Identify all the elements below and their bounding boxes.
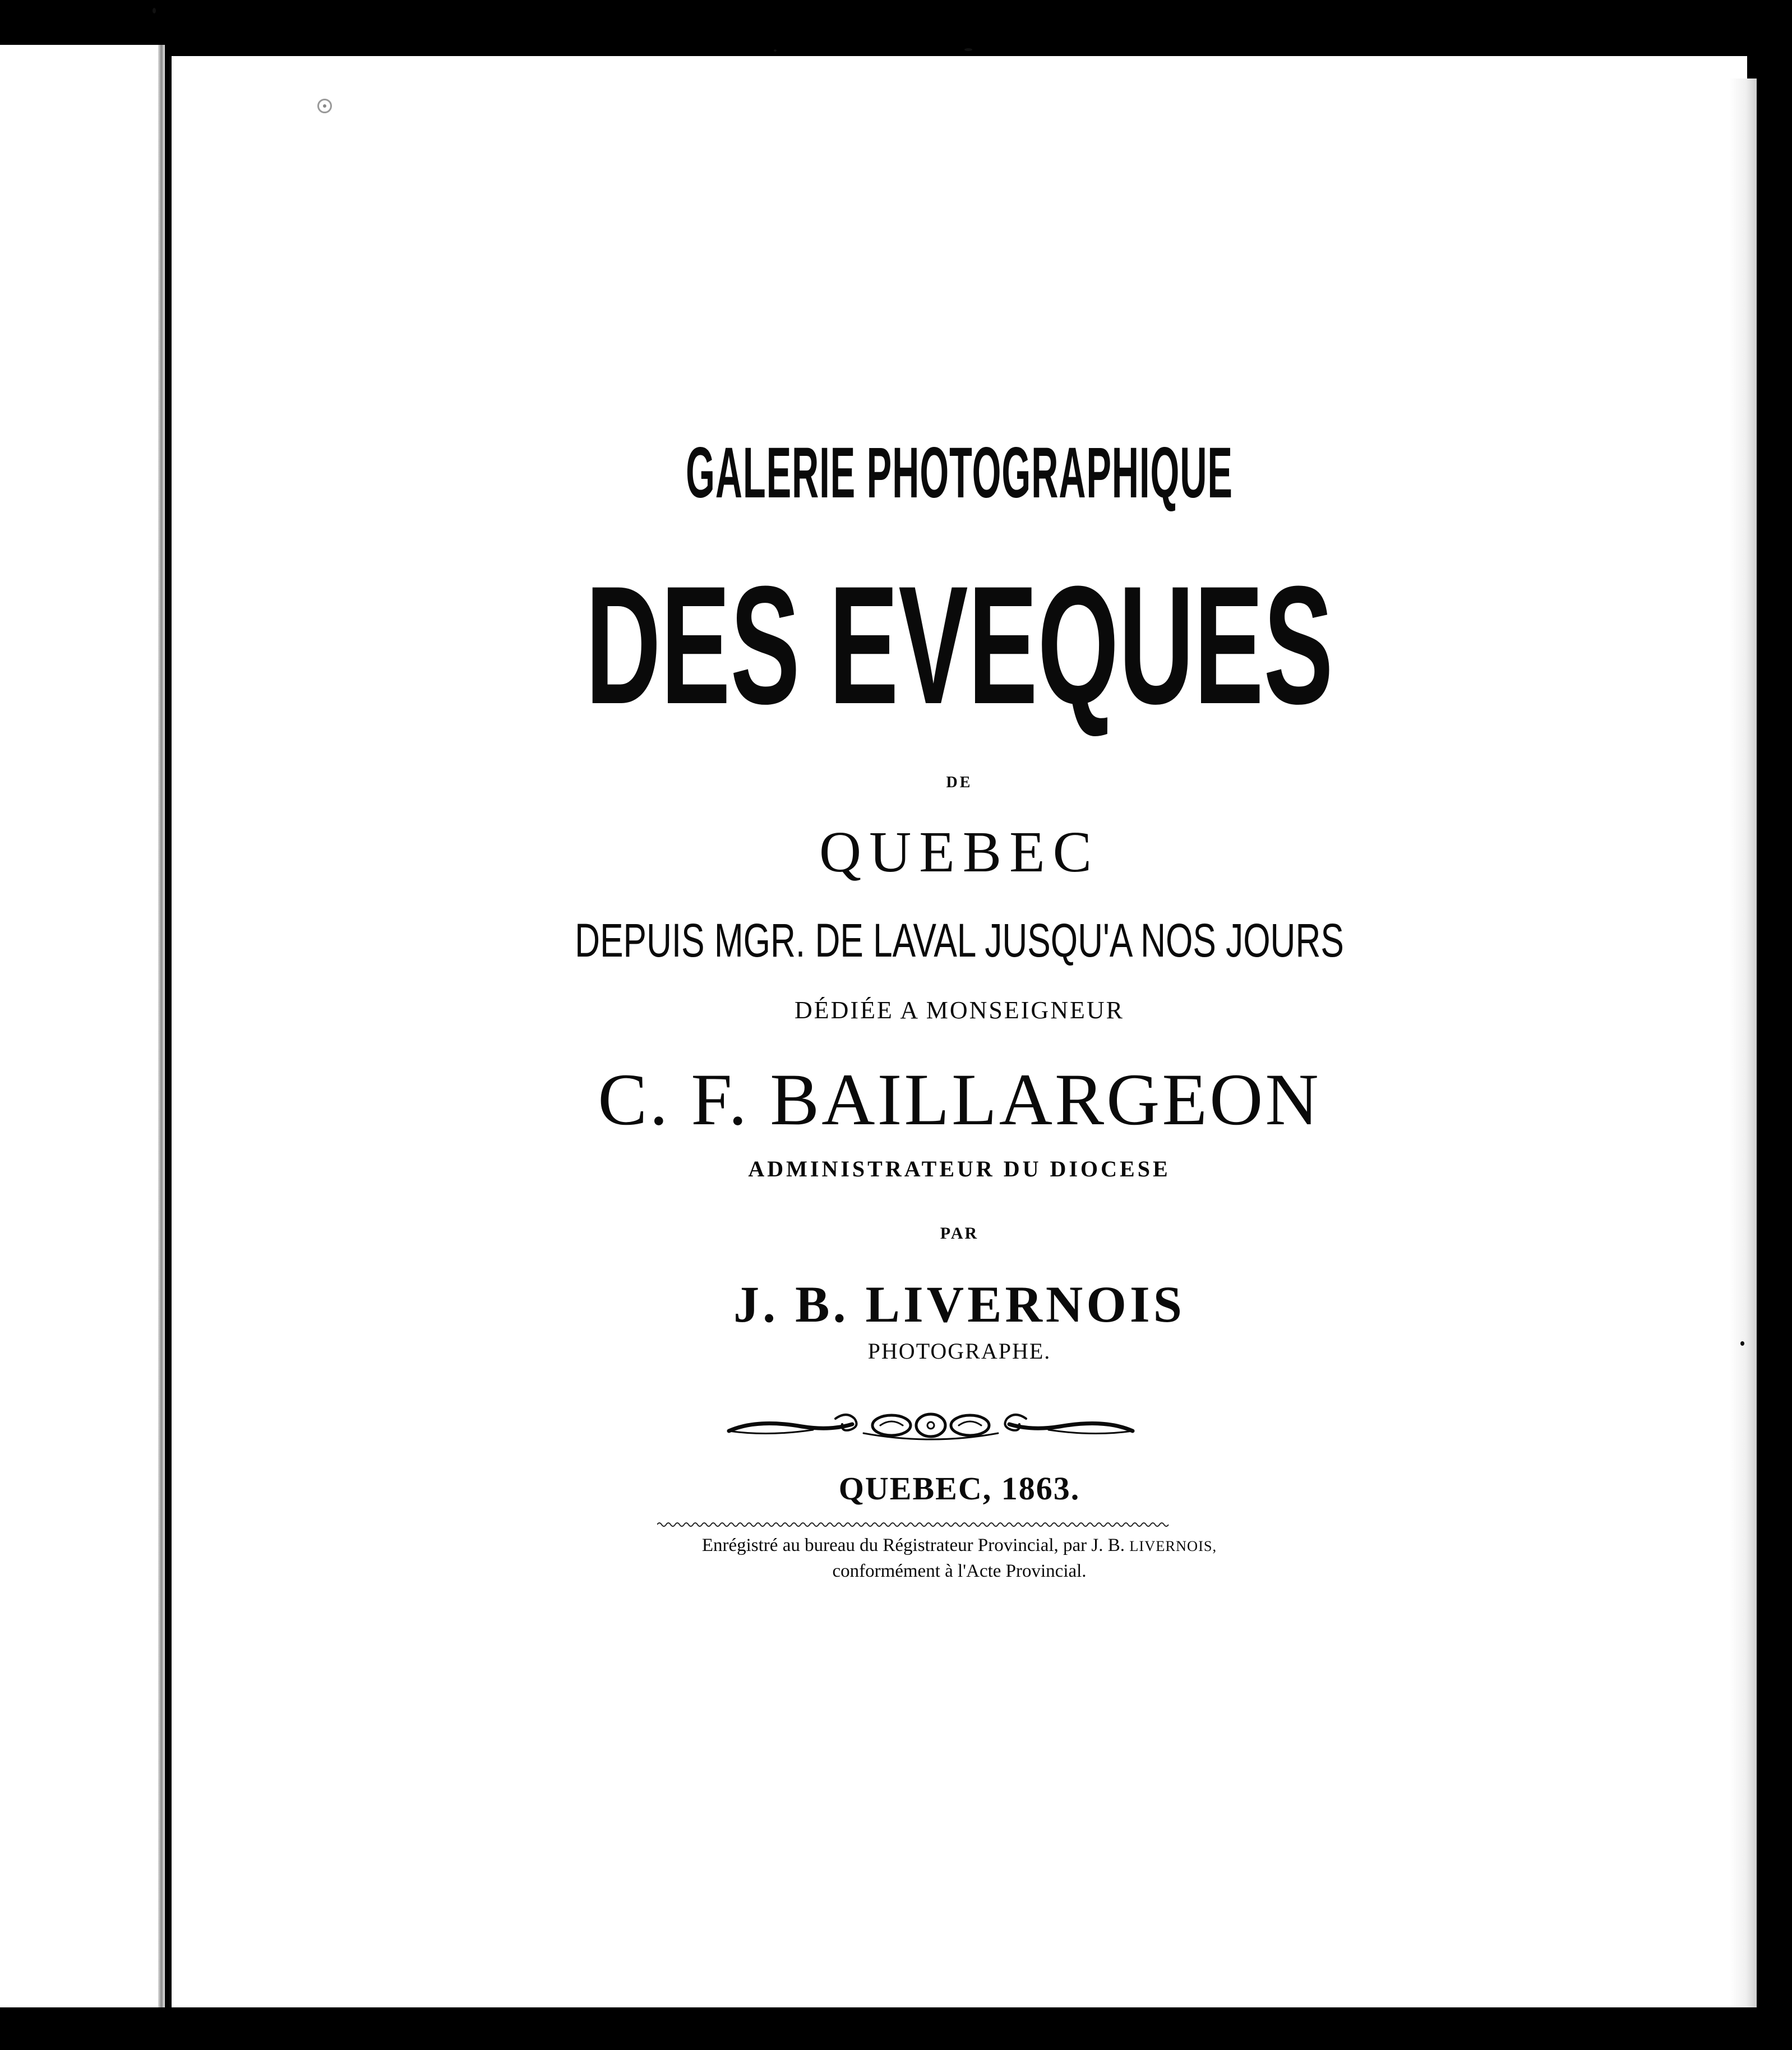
registration-note-line1 [172,1536,1747,1555]
title-line-galerie: GALERIE PHOTOGRAPHIQUE [686,433,1233,513]
subtitle-line: DEPUIS MGR. DE LAVAL JUSQU'A NOS JOURS [575,914,1344,967]
dedication-line: DÉDIÉE A MONSEIGNEUR [795,996,1124,1024]
imprint-line: QUEBEC, 1863. [838,1470,1080,1507]
speck [153,8,156,13]
registration-note-name: LIVERNOIS, [1129,1538,1217,1554]
registration-note-text: Enrégistré au bureau du Régistrateur Provincial, par J. B. [701,1535,1130,1555]
dedicatee-title: ADMINISTRATEUR DU DIOCESE [748,1156,1171,1181]
wavy-rule-divider [657,1521,1204,1529]
flourish-ornament-icon [723,1402,1138,1452]
author-title: PHOTOGRAPHE. [867,1338,1051,1364]
dedicatee-name: C. F. BAILLARGEON [598,1058,1321,1141]
title-block [172,0,1747,2050]
left-page-edge [158,45,165,2007]
left-page-strip [0,45,163,2007]
author-name: J. B. LIVERNOIS [733,1276,1185,1333]
title-line-quebec: QUEBEC [819,820,1100,884]
title-line-eveques: DES EVEQUES [585,551,1333,739]
registration-note-line2: conformément à l'Acte Provincial. [832,1561,1087,1581]
by-line: PAR [940,1224,979,1243]
title-line-de: DE [946,774,973,791]
